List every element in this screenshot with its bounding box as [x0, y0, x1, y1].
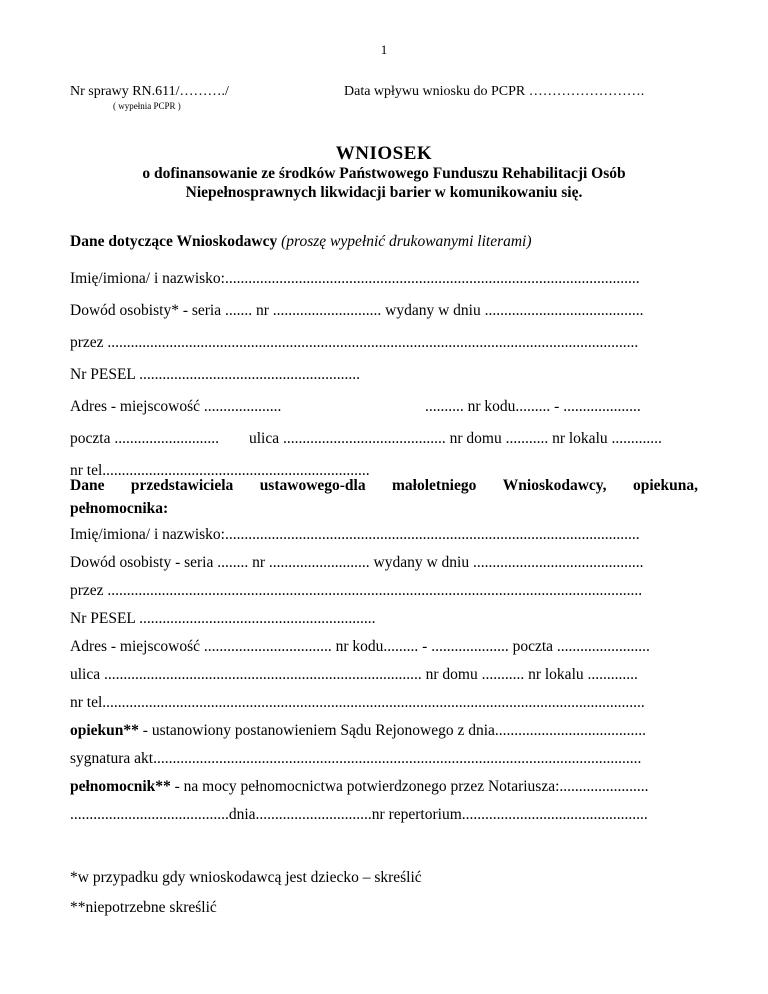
applicant-heading-note: (proszę wypełnić drukowanymi literami): [281, 233, 532, 250]
page-number: 1: [380, 42, 388, 57]
attorney-text: - na mocy pełnomocnictwa potwierdzonego przez Notariusza:.......................: [170, 778, 649, 795]
applicant-post-office-field: poczta ...........................: [70, 430, 219, 447]
applicant-heading-text: Dane dotyczące Wnioskodawcy: [70, 233, 278, 250]
applicant-id-field: Dowód osobisty* - seria ....... nr ............................ wydany w dniu .........................................: [70, 302, 644, 319]
heading-word: ustawowego-dla: [259, 477, 366, 494]
representative-street-field: ulica .................................................................................. nr domu ........... nr lokalu .............: [70, 666, 638, 683]
applicant-issued-by-field: przez .........................................................................................................................................: [70, 334, 639, 351]
representative-address-field: Adres - miejscowość ................................. nr kodu......... - .................... poczta ........................: [70, 638, 650, 655]
applicant-phone-field: nr tel.....................................................................: [70, 462, 370, 479]
representative-id-field: Dowód osobisty - seria ........ nr .......................... wydany w dniu ............................................: [70, 554, 644, 571]
heading-word: Wnioskodawcy,: [502, 477, 607, 494]
heading-word: Dane: [70, 477, 105, 494]
footnote-2: **niepotrzebne skreślić: [70, 899, 217, 916]
applicant-name-field: Imię/imiona/ i nazwisko:...........................................................................................................: [70, 270, 640, 287]
representative-phone-field: nr tel............................................................................................................................................: [70, 694, 645, 711]
representative-issued-by-field: przez ..........................................................................................................................................: [70, 582, 643, 599]
case-number-field: Nr sprawy RN.611/………./: [70, 84, 229, 99]
attorney-details-field: .........................................dnia..............................nr repertorium................................................: [70, 806, 648, 823]
court-signature-field: sygnatura akt..............................................................................................................................: [70, 750, 642, 767]
filled-by-note: ( wypełnia PCPR ): [113, 101, 181, 111]
applicant-address-field: Adres - miejscowość ....................: [70, 398, 282, 415]
heading-word: przedstawiciela: [130, 477, 234, 494]
guardian-label: opiekun**: [70, 722, 139, 739]
receipt-date-field: Data wpływu wniosku do PCPR …………………….: [344, 84, 645, 99]
representative-name-field: Imię/imiona/ i nazwisko:...........................................................................................................: [70, 526, 640, 543]
form-subtitle-line-1: o dofinansowanie ze środków Państwowego Funduszu Rehabilitacji Osób: [142, 165, 626, 182]
applicant-pesel-field: Nr PESEL .........................................................: [70, 366, 361, 383]
representative-heading: [70, 477, 698, 495]
guardian-line: [70, 722, 646, 740]
form-title: WNIOSEK: [335, 143, 433, 164]
form-subtitle-line-2: Niepełnosprawnych likwidacji barier w komunikowaniu się.: [185, 184, 583, 201]
representative-pesel-field: Nr PESEL .............................................................: [70, 610, 376, 627]
attorney-line: [70, 778, 649, 796]
heading-word: małoletniego: [392, 477, 477, 494]
heading-word: opiekuna,: [632, 477, 698, 494]
guardian-text: - ustanowiony postanowieniem Sądu Rejonowego z dnia.......................................: [138, 722, 647, 739]
representative-heading-line-2: pełnomocnika:: [70, 500, 169, 517]
attorney-label: pełnomocnik**: [70, 778, 171, 795]
applicant-heading: [70, 233, 532, 251]
footnote-1: *w przypadku gdy wnioskodawcą jest dziecko – skreślić: [70, 869, 422, 886]
applicant-postcode-field: .......... nr kodu......... - ....................: [425, 398, 641, 415]
applicant-street-field: ulica .......................................... nr domu ........... nr lokalu .............: [249, 430, 662, 447]
